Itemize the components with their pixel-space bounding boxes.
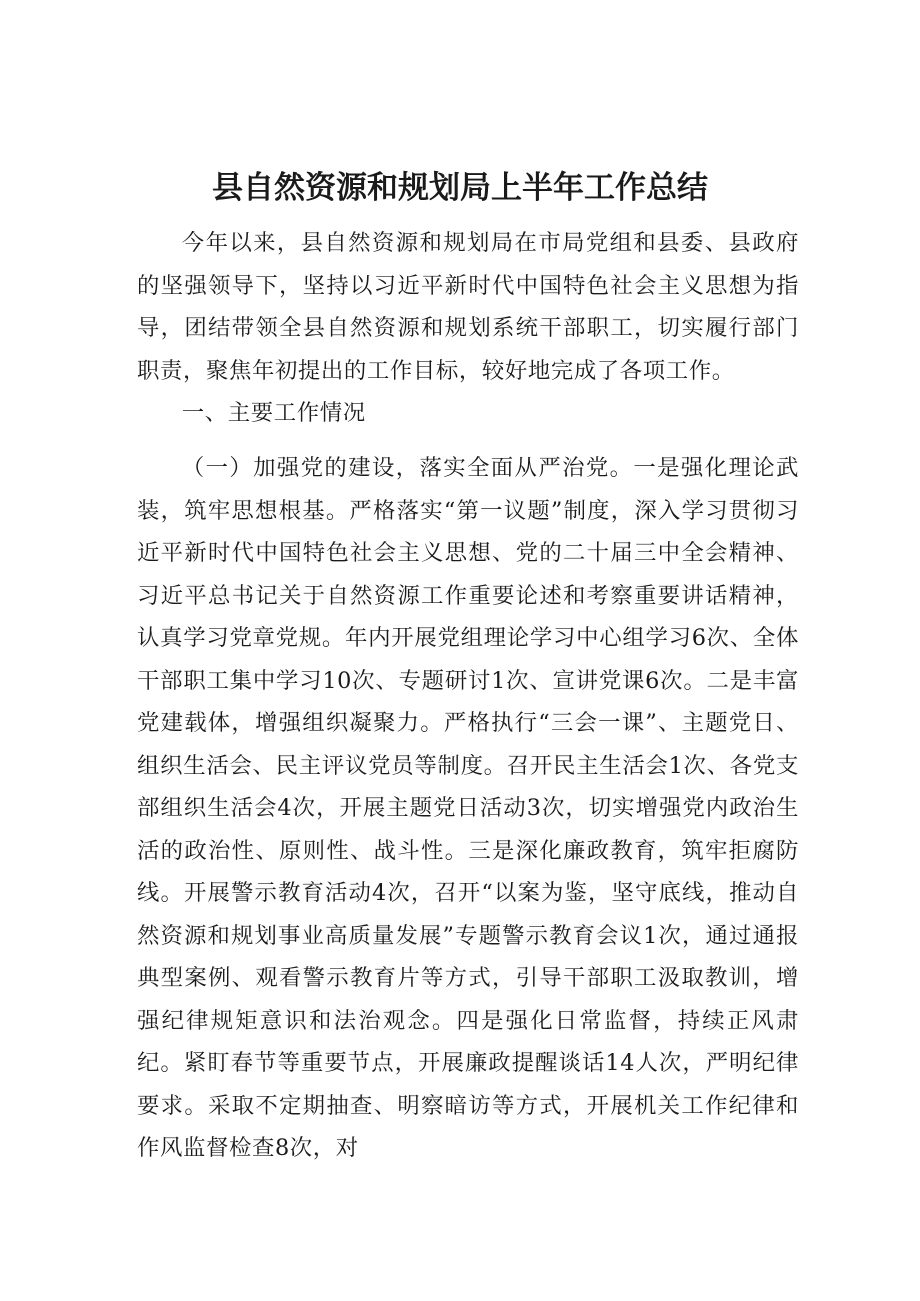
section-heading: 一、主要工作情况 [181, 400, 366, 426]
intro-paragraph: 今年以来，县自然资源和规划局在市局党组和县委、县政府的坚强领导下，坚持以习近平新时代中国特色社会主义思想为指导，团结带领全县自然资源和规划系统干部职工，切实履行部门职责，聚焦年初提出的工作目标，较好地完成了各项工作。 [137, 230, 799, 384]
document-title: 县自然资源和规划局上半年工作总结 [212, 170, 708, 206]
subsection-paragraph: （一）加强党的建设，落实全面从严治党。一是强化理论武装，筑牢思想根基。严格落实“第一议题”制度，深入学习贯彻习近平新时代中国特色社会主义思想、党的二十届三中全会精神、习近平总书记关于自然资源工作重要论述和考察重要讲话精神，认真学习党章党规。年内开展党组理论学习中心组学习6次、全体干部职工集中学习10次、专题研讨1次、宣讲党课6次。二是丰富党建载体，增强组织凝聚力。严格执行“三会一课”、主题党日、组织生活会、民主评议党员等制度。召开民主生活会1次、各党支部组织生活会4次，开展主题党日活动3次，切实增强党内政治生活的政治性、原则性、战斗性。三是深化廉政教育，筑牢拒腐防线。开展警示教育活动4次，召开“以案为鉴，坚守底线，推动自然资源和规划事业高质量发展”专题警示教育会议1次，通过通报典型案例、观看警示教育片等方式，引导干部职工汲取教训，增强纪律规矩意识和法治观念。四是强化日常监督，持续正风肃纪。紧盯春节等重要节点，开展廉政提醒谈话14人次，严明纪律要求。采取不定期抽查、明察暗访等方式，开展机关工作纪律和作风监督检查8次，对 [137, 455, 799, 1161]
